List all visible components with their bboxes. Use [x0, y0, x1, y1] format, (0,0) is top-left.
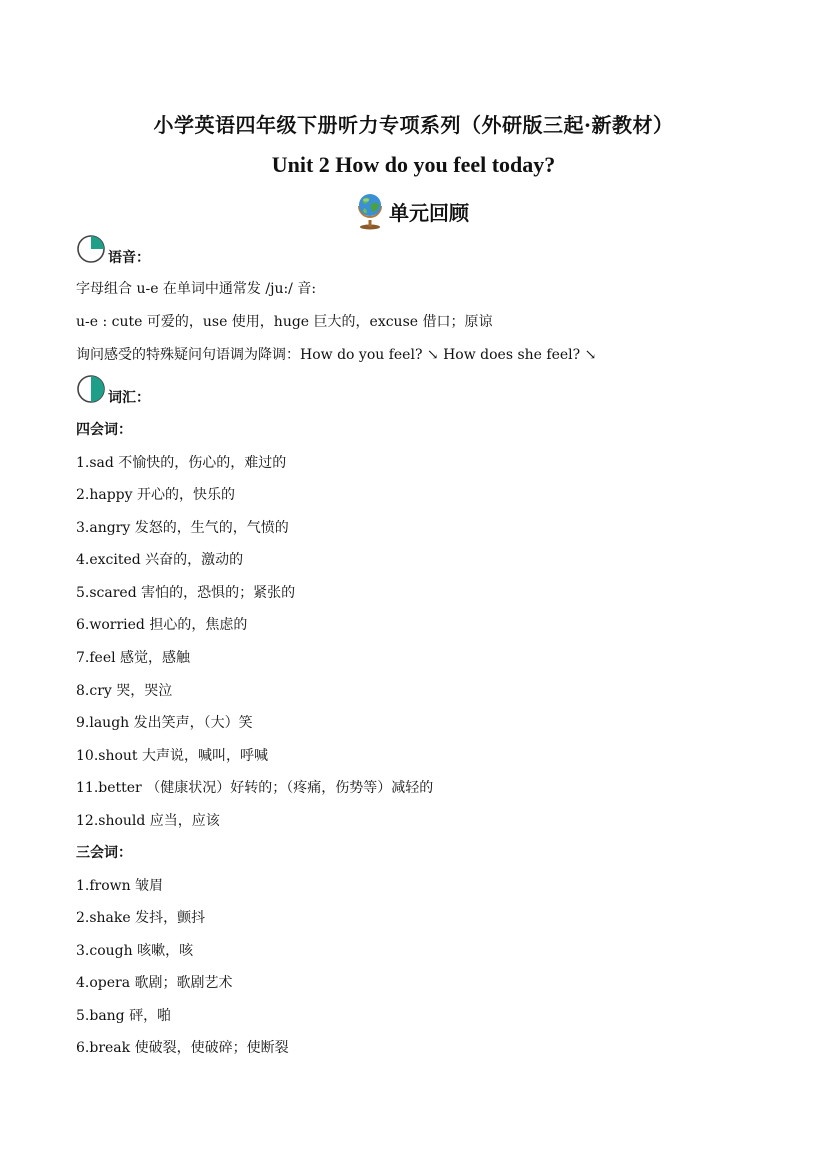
vocab-item: 5.bang 砰，啪	[76, 1008, 172, 1024]
vocabulary-label: 词汇：	[108, 390, 150, 406]
document-title: 小学英语四年级下册听力专项系列（外研版三起·新教材）	[153, 113, 674, 137]
unit-review-heading	[354, 190, 469, 230]
vocab-item: 4.excited 兴奋的，激动的	[76, 552, 244, 568]
vocab-item: 4.opera 歌剧；歌剧艺术	[76, 975, 233, 991]
vocab-item: 9.laugh 发出笑声，（大）笑	[76, 715, 253, 731]
phonetics-heading	[76, 234, 150, 264]
phonetics-line: 询问感受的特殊疑问句语调为降调：How do you feel? ↘ How does she feel? ↘	[76, 347, 597, 363]
vocab-item: 3.angry 发怒的，生气的，气愤的	[76, 520, 289, 536]
vocab-item: 10.shout 大声说，喊叫，呼喊	[76, 748, 268, 764]
vocab-item: 6.worried 担心的，焦虑的	[76, 617, 248, 633]
half-circle-icon	[76, 374, 106, 404]
phonetics-line: 字母组合 u-e 在单词中通常发 /ju:/ 音:	[76, 281, 317, 297]
four-skill-heading: 四会词：	[76, 422, 132, 438]
vocab-item: 11.better （健康状况）好转的；（疼痛，伤势等）减轻的	[76, 780, 434, 796]
vocab-item: 5.scared 害怕的，恐惧的；紧张的	[76, 585, 296, 601]
vocab-item: 2.happy 开心的，快乐的	[76, 487, 236, 503]
globe-icon	[354, 190, 386, 230]
review-label: 单元回顾	[389, 200, 469, 225]
vocabulary-heading	[76, 374, 150, 404]
vocab-item: 7.feel 感觉，感触	[76, 650, 191, 666]
vocab-item: 6.break 使破裂，使破碎；使断裂	[76, 1040, 289, 1056]
quarter-circle-icon	[76, 234, 106, 264]
vocab-item: 2.shake 发抖，颤抖	[76, 910, 206, 926]
vocab-item: 3.cough 咳嗽，咳	[76, 943, 194, 959]
vocab-item: 1.frown 皱眉	[76, 878, 164, 894]
phonetics-line: u-e : cute 可爱的，use 使用，huge 巨大的，excuse 借口；原谅	[76, 314, 493, 330]
phonetics-label: 语音：	[108, 250, 150, 266]
vocab-item: 8.cry 哭，哭泣	[76, 683, 173, 699]
vocab-item: 1.sad 不愉快的，伤心的，难过的	[76, 455, 287, 471]
three-skill-heading: 三会词：	[76, 845, 132, 861]
unit-title: Unit 2 How do you feel today?	[271, 152, 556, 177]
vocab-item: 12.should 应当，应该	[76, 813, 220, 829]
